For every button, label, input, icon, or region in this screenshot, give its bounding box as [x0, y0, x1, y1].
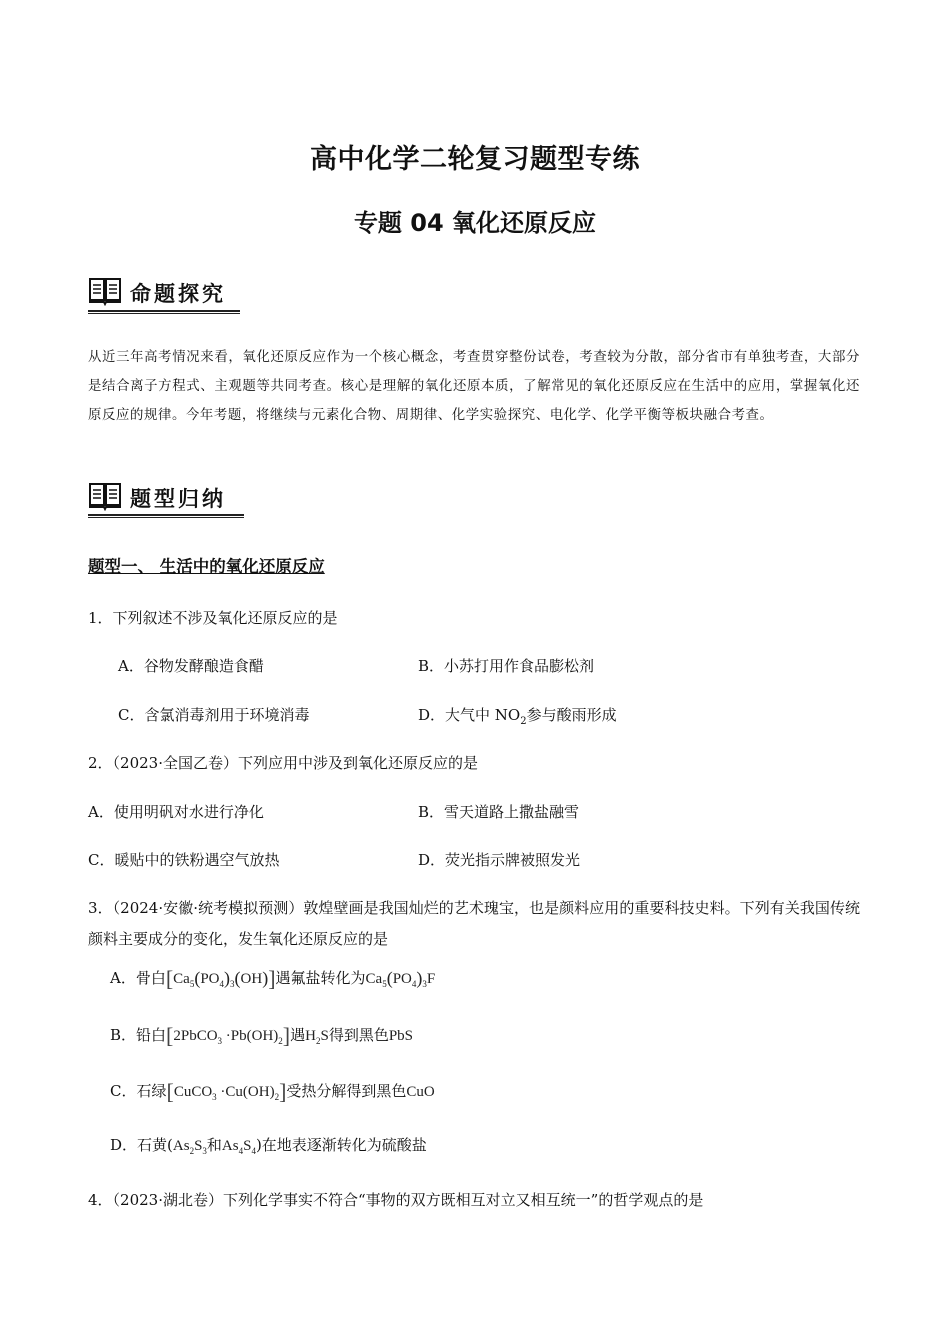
- question-1-option-b: B．小苏打用作食品膨松剂: [418, 657, 595, 675]
- question-3-option-c: C．石绿[CuCO$_3$ $\cdot Cu(OH)_2$]受热分解得到黑色CuO: [110, 1079, 435, 1104]
- formula-malachite: [CuCO$_3$ $\cdot Cu(OH)_2$]: [166, 1079, 287, 1104]
- question-1-stem: 1．下列叙述不涉及氧化还原反应的是: [88, 609, 338, 627]
- section-underline: [88, 310, 240, 312]
- section-label: 题型归纳: [130, 487, 226, 511]
- formula-orpiment: $As_2S_3$: [172, 1138, 207, 1156]
- question-2-option-a: A．使用明矾对水进行净化: [88, 803, 264, 821]
- section-underline: [88, 514, 244, 516]
- section-header-types: [88, 481, 226, 515]
- question-1-option-c: C．含氯消毒剂用于环境消毒: [118, 706, 310, 724]
- formula-fluorapatite: $Ca_5(PO_4)_3F$: [365, 968, 436, 989]
- question-3-stem: 3．（2024·安徽·统考模拟预测）敦煌壁画是我国灿烂的艺术瑰宝，也是颜料应用的重要科技史料。下列有关我国传统颜料主要成分的变化，发生氧化还原反应的是: [88, 899, 860, 948]
- page-subtitle: 专题 04 氧化还原反应: [353, 209, 597, 237]
- section-label: 命题探究: [130, 282, 226, 306]
- formula-copper-oxide: CuO: [406, 1084, 435, 1100]
- question-3-option-a: A．骨白$[Ca_5(PO_4)_3(OH)]$遇氟盐转化为$Ca_5(PO_4)_3F$: [110, 966, 436, 991]
- type-heading: 题型一、 生活中的氧化还原反应: [88, 557, 325, 576]
- intro-paragraph: 从近三年高考情况来看，氧化还原反应作为一个核心概念，考查贯穿整份试卷，考查较为分散，部分省市有单独考查，大部分是结合离子方程式、主观题等共同考查。核心是理解的氧化还原本质，了解常见的氧化还原反应在生活中的应用，掌握氧化还原反应的规律。今年考题，将继续与元素化合物、周期律、化学实验探究、电化学、化学平衡等板块融合考查。: [88, 350, 860, 423]
- formula-hydrogen-sulfide: $H_2S$: [305, 1028, 329, 1046]
- question-2-stem: 2．（2023·全国乙卷）下列应用中涉及到氧化还原反应的是: [88, 754, 478, 772]
- question-2-option-b: B．雪天道路上撒盐融雪: [418, 803, 580, 821]
- question-1-option-d: D．大气中 $NO_2$参与酸雨形成: [418, 706, 617, 727]
- formula-realgar: $As_4S_4$: [221, 1138, 256, 1156]
- page-title: 高中化学二轮复习题型专练: [310, 144, 640, 175]
- formula-lead-sulfide: PbS: [388, 1028, 414, 1044]
- section-underline-thin: [88, 313, 240, 314]
- question-2-option-c: C．暖贴中的铁粉遇空气放热: [88, 851, 280, 869]
- question-3-option-d: D．石黄($As_2S_3$和$As_4S_4$)在地表逐渐转化为硫酸盐: [110, 1136, 427, 1156]
- question-3-option-b: B．铅白[2PbCO$_3$ $\cdot Pb(OH)_2$]遇$H_2S$得到黑色PbS: [110, 1023, 414, 1048]
- question-2-option-d: D．荧光指示牌被照发光: [418, 851, 581, 869]
- section-header-exploration: [88, 276, 226, 310]
- question-4-stem: 4．（2023·湖北卷）下列化学事实不符合“事物的双方既相互对立又相互统一”的哲学观点的是: [88, 1191, 704, 1209]
- open-book-icon: [88, 481, 122, 515]
- section-underline-thin: [88, 517, 244, 518]
- question-1-option-a: A．谷物发酵酿造食醋: [118, 657, 264, 675]
- open-book-icon: [88, 276, 122, 310]
- formula-calcium-hydroxyapatite: $[Ca_5(PO_4)_3(OH)]$: [165, 966, 276, 991]
- formula-lead-white: [2PbCO$_3$ $\cdot Pb(OH)_2$]: [166, 1023, 291, 1048]
